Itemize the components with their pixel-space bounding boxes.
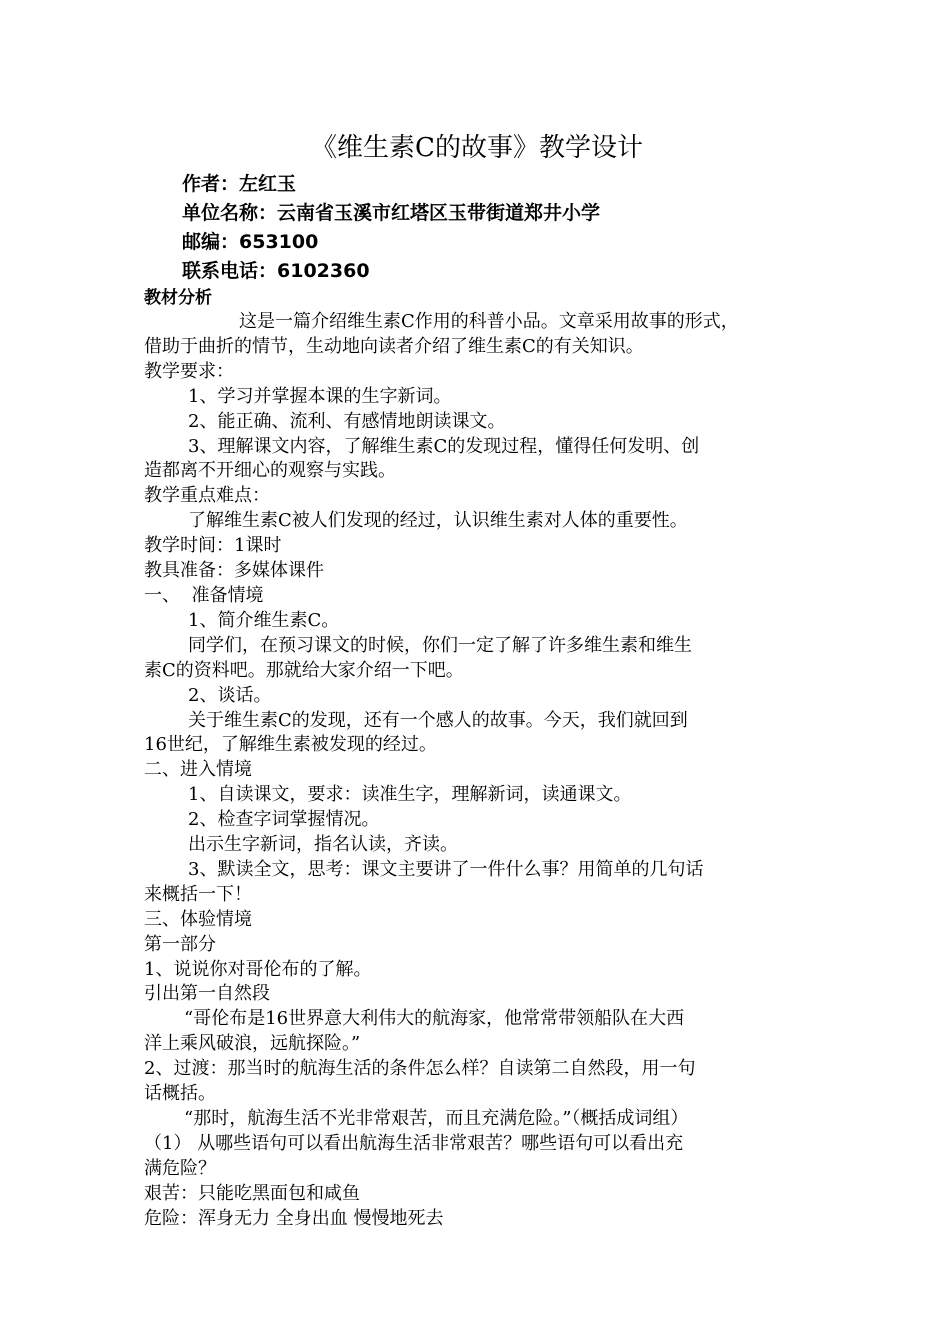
paragraph-line: 关于维生素C的发现，还有一个感人的故事。今天，我们就回到 (188, 709, 688, 731)
author-line: 作者：左红玉 (182, 173, 297, 195)
section-heading: 教具准备：多媒体课件 (144, 560, 324, 582)
paragraph-line: 来概括一下！ (144, 883, 252, 905)
paragraph-line: 话概括。 (144, 1083, 216, 1105)
organization-line: 单位名称：云南省玉溪市红塔区玉带街道郑井小学 (182, 202, 601, 224)
document-title: 《维生素C的故事》教学设计 (311, 133, 643, 163)
document-page (144, 128, 810, 1232)
paragraph-line: 借助于曲折的情节，生动地向读者介绍了维生素C的有关知识。 (144, 335, 644, 357)
quote-line: “哥伦布是16世界意大利伟大的航海家，他常常带领船队在大西 (184, 1008, 685, 1030)
section-heading: 三、体验情境 (144, 908, 252, 930)
section-heading: 第一部分 (144, 933, 216, 955)
list-item: 3、理解课文内容，了解维生素C的发现过程，懂得任何发明、创 (188, 435, 700, 457)
section-heading: 教学时间：1课时 (144, 535, 282, 557)
paragraph-line: 出示生字新词，指名认读，齐读。 (188, 834, 458, 856)
quote-line: “那时，航海生活不光非常艰苦，而且充满危险。”（概括成词组） (184, 1108, 689, 1129)
paragraph-line: 满危险？ (144, 1157, 216, 1179)
postcode-line: 邮编：653100 (182, 231, 319, 253)
list-item: 2、谈话。 (188, 684, 272, 706)
phone-line: 联系电话：6102360 (182, 260, 370, 282)
paragraph-line: 素C的资料吧。那就给大家介绍一下吧。 (144, 659, 464, 681)
paragraph-line: 了解维生素C被人们发现的经过，认识维生素对人体的重要性。 (188, 510, 688, 532)
section-heading: 教学重点难点： (144, 485, 270, 507)
list-item: 2、能正确、流利、有感情地朗读课文。 (188, 410, 506, 432)
list-item: 2、过渡：那当时的航海生活的条件怎么样？自读第二自然段，用一句 (144, 1058, 696, 1080)
paragraph-line: 16世纪，了解维生素被发现的经过。 (144, 734, 437, 756)
section-heading-analysis: 教材分析 (144, 288, 212, 308)
list-item: 3、默读全文，思考：课文主要讲了一件什么事？用简单的几句话 (188, 858, 704, 880)
paragraph-line: 艰苦：只能吃黑面包和咸鱼 (144, 1182, 360, 1204)
paragraph-line: 这是一篇介绍维生素C作用的科普小品。文章采用故事的形式， (239, 311, 739, 332)
list-item: （1） 从哪些语句可以看出航海生活非常艰苦？哪些语句可以看出充 (144, 1132, 684, 1154)
list-item: 1、简介维生素C。 (188, 609, 340, 631)
list-item: 1、自读课文，要求：读准生字，理解新词，读通课文。 (188, 784, 632, 806)
paragraph-line: 同学们，在预习课文的时候，你们一定了解了许多维生素和维生 (188, 634, 692, 656)
quote-line: 洋上乘风破浪，远航探险。” (144, 1033, 361, 1055)
section-heading: 教学要求： (144, 360, 234, 382)
list-item: 2、检查字词掌握情况。 (188, 809, 380, 831)
paragraph-line: 引出第一自然段 (144, 983, 270, 1005)
list-item: 1、学习并掌握本课的生字新词。 (188, 385, 452, 407)
section-heading: 二、进入情境 (144, 759, 252, 781)
section-heading: 一、 准备情境 (144, 584, 264, 606)
paragraph-line: 危险：浑身无力 全身出血 慢慢地死去 (144, 1207, 444, 1229)
paragraph-line: 造都离不开细心的观察与实践。 (144, 460, 396, 482)
list-item: 1、说说你对哥伦布的了解。 (144, 958, 372, 980)
